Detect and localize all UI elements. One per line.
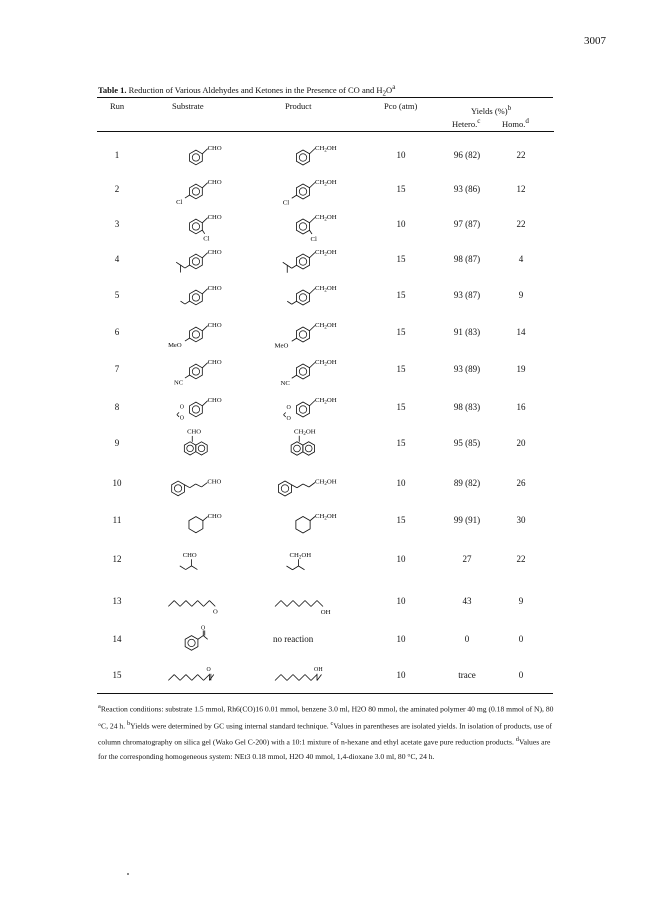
- table-label: Table 1.: [98, 84, 127, 95]
- svg-text:MeO: MeO: [168, 341, 182, 349]
- cell-homo-yield: 16: [516, 402, 526, 412]
- cell-run: 12: [112, 554, 122, 564]
- title-subscript: 2: [382, 89, 387, 98]
- svg-text:O: O: [201, 625, 206, 632]
- page-speck: [127, 873, 129, 875]
- cell-pco: 10: [396, 670, 406, 680]
- cell-hetero-yield: 98 (87): [453, 254, 481, 264]
- product-structure: [255, 424, 375, 469]
- table-row: [97, 136, 553, 173]
- svg-text:CHO: CHO: [207, 322, 222, 330]
- cell-pco: 15: [396, 515, 406, 525]
- header-homo-label: Homo.: [502, 118, 526, 129]
- footnote-a: Reaction conditions: substrate 1.5 mmol, Rh6(CO)16 0.01 mmol, benzene 3.0 ml, H2O 80 mmol, the aminated polymer 40 mg (0.18 mmol of N), 80 °C, 24 h.: [98, 704, 554, 731]
- svg-text:CHO: CHO: [207, 249, 222, 257]
- cell-hetero-yield: 99 (91): [453, 515, 481, 525]
- cell-homo-yield: 9: [518, 290, 524, 300]
- title-footnote-mark: a: [392, 83, 396, 91]
- table-row: [97, 350, 553, 387]
- svg-text:O: O: [179, 415, 185, 422]
- cell-pco: 10: [396, 219, 406, 229]
- header-yields: [471, 104, 511, 116]
- svg-text:CH2OH: $CH_2OH$: [315, 249, 337, 258]
- table-row: [97, 388, 553, 425]
- cell-pco: 15: [396, 402, 406, 412]
- cell-pco: 15: [396, 327, 406, 337]
- header-homo: [502, 117, 529, 129]
- footnote-b-mark: b: [127, 719, 131, 727]
- svg-text:O: O: [286, 404, 291, 411]
- cell-hetero-yield: 97 (87): [453, 219, 481, 229]
- cell-hetero-yield: 89 (82): [453, 478, 481, 488]
- header-pco: Pco (atm): [384, 101, 418, 111]
- svg-text:CHO: CHO: [207, 397, 222, 405]
- cell-hetero-yield: 95 (85): [453, 438, 481, 448]
- cell-pco: 15: [396, 290, 406, 300]
- table-row: [97, 205, 553, 242]
- svg-text:NC: NC: [280, 380, 290, 387]
- table-row: [97, 240, 553, 277]
- cell-run: 2: [114, 184, 120, 194]
- cell-homo-yield: 22: [516, 219, 526, 229]
- table-row: [97, 620, 553, 657]
- cell-hetero-yield: 93 (87): [453, 290, 481, 300]
- cell-pco: 10: [396, 150, 406, 160]
- svg-text:CH2OH: $CH_2OH$: [315, 359, 337, 368]
- svg-text:CH2OH: $CH_2OH$: [294, 428, 316, 437]
- cell-homo-yield: 0: [518, 670, 524, 680]
- header-yields-label: Yields (%): [471, 105, 508, 116]
- svg-text:OH: OH: [320, 609, 331, 616]
- cell-pco: 10: [396, 634, 406, 644]
- table-title: Reduction of Various Aldehydes and Ketones in the Presence of CO and H: [128, 84, 383, 95]
- svg-text:CHO: CHO: [207, 285, 222, 293]
- svg-text:CH2OH: $CH_2OH$: [315, 214, 337, 223]
- cell-homo-yield: 0: [518, 634, 524, 644]
- svg-text:CHO: CHO: [207, 179, 222, 187]
- cell-pco: 10: [396, 596, 406, 606]
- cell-homo-yield: 9: [518, 596, 524, 606]
- svg-text:CHO: CHO: [207, 478, 222, 486]
- footnote-c-mark: c: [330, 719, 334, 727]
- cell-homo-yield: 22: [516, 554, 526, 564]
- cell-run: 5: [114, 290, 120, 300]
- cell-hetero-yield: 96 (82): [453, 150, 481, 160]
- cell-run: 15: [112, 670, 122, 680]
- cell-homo-yield: 19: [516, 364, 526, 374]
- svg-text:CHO: CHO: [207, 214, 222, 222]
- svg-text:MeO: MeO: [274, 342, 289, 350]
- cell-homo-yield: 30: [516, 515, 526, 525]
- svg-text:CH2OH: $CH_2OH$: [289, 552, 312, 561]
- header-run: Run: [110, 101, 125, 111]
- cell-hetero-yield: 27: [462, 554, 472, 564]
- table-row: [97, 464, 553, 501]
- table-row: [97, 656, 553, 693]
- footnote-d: Values are for the corresponding homogeneous system: NEt3 0.18 mmol, H2O 40 mmol, 1,4-dioxane 3.0 ml, 80 °C, 24 h.: [98, 738, 551, 762]
- cell-homo-yield: 14: [516, 327, 526, 337]
- cell-run: 7: [114, 364, 120, 374]
- table-row: [97, 582, 553, 619]
- table-row: [97, 540, 553, 577]
- header-bottom-rule: [97, 131, 444, 132]
- title-end: O: [386, 84, 393, 95]
- cell-hetero-yield: 0: [464, 634, 470, 644]
- cell-run: 10: [112, 478, 122, 488]
- svg-text:CH2OH: $CH_2OH$: [315, 397, 337, 406]
- svg-text:OH: OH: [314, 666, 323, 673]
- svg-text:O: O: [286, 416, 291, 422]
- table-row: [97, 170, 553, 207]
- cell-pco: 10: [396, 554, 406, 564]
- cell-hetero-yield: 43: [462, 596, 472, 606]
- product-structure: [245, 656, 365, 701]
- cell-homo-yield: 22: [516, 150, 526, 160]
- cell-pco: 15: [396, 184, 406, 194]
- cell-homo-yield: 4: [518, 254, 524, 264]
- svg-text:CH2OH: $CH_2OH$: [315, 322, 337, 331]
- product-no-reaction: no reaction: [273, 634, 314, 644]
- svg-text:O: O: [213, 608, 218, 616]
- table-row: [97, 501, 553, 538]
- svg-text:CHO: CHO: [207, 359, 222, 367]
- cell-hetero-yield: 93 (89): [453, 364, 481, 374]
- cell-pco: 15: [396, 438, 406, 448]
- cell-hetero-yield: 93 (86): [453, 184, 481, 194]
- svg-text:NC: NC: [173, 379, 184, 387]
- footnote-a-mark: a: [98, 703, 101, 710]
- table-bottom-rule: [97, 693, 553, 694]
- svg-text:Cl: Cl: [176, 198, 183, 206]
- svg-text:Cl: Cl: [203, 235, 210, 243]
- product-structure: [255, 540, 375, 585]
- svg-text:CH2OH: $CH_2OH$: [315, 145, 337, 154]
- substrate-structure: [139, 656, 249, 701]
- cell-homo-yield: 20: [516, 438, 526, 448]
- svg-text:CHO: CHO: [182, 552, 197, 560]
- cell-run: 3: [114, 219, 120, 229]
- page-number: 3007: [584, 35, 606, 47]
- cell-pco: 15: [396, 364, 406, 374]
- header-hetero-label: Hetero.: [452, 118, 478, 129]
- cell-run: 4: [114, 254, 120, 264]
- substrate-structure: [149, 540, 259, 585]
- cell-run: 11: [112, 515, 122, 525]
- table-top-rule: [97, 97, 553, 98]
- svg-text:CHO: CHO: [207, 513, 222, 521]
- svg-text:CH2OH: $CH_2OH$: [315, 285, 337, 294]
- cell-pco: 10: [396, 478, 406, 488]
- cell-hetero-yield: 98 (83): [453, 402, 481, 412]
- footnote-b: Yields were determined by GC using internal standard technique.: [130, 721, 329, 731]
- yields-subrule: [444, 131, 554, 132]
- svg-text:CH2OH: $CH_2OH$: [315, 513, 337, 522]
- table-caption: [98, 83, 395, 98]
- svg-text:CHO: CHO: [187, 428, 202, 436]
- header-hetero-mark: c: [477, 117, 481, 125]
- cell-run: 1: [114, 150, 120, 160]
- svg-text:O: O: [206, 666, 211, 673]
- header-hetero: [452, 117, 480, 129]
- footnote-c: Values in parentheses are isolated yields. In isolation of products, use of column chromatography on silica gel (Wako Gel C-200) with a 10:1 mixture of n-hexane and ethyl acetate gave pure reduction products.: [98, 721, 553, 747]
- header-product: Product: [285, 101, 312, 111]
- svg-text:Cl: Cl: [310, 235, 317, 243]
- cell-run: 9: [114, 438, 120, 448]
- cell-homo-yield: 12: [516, 184, 526, 194]
- footnote-d-mark: d: [515, 736, 519, 744]
- table-row: [97, 424, 553, 461]
- svg-text:CH2OH: $CH_2OH$: [315, 179, 337, 188]
- substrate-structure: [149, 424, 259, 469]
- svg-text:CH2OH: $CH_2OH$: [315, 478, 337, 487]
- svg-text:CHO: CHO: [207, 145, 222, 153]
- table-row: [97, 276, 553, 313]
- cell-hetero-yield: trace: [458, 670, 476, 680]
- cell-run: 6: [114, 327, 120, 337]
- table-row: [97, 313, 553, 350]
- header-homo-mark: d: [525, 117, 529, 125]
- header-yields-mark: b: [507, 104, 512, 112]
- svg-text:O: O: [179, 404, 185, 411]
- cell-run: 13: [112, 596, 122, 606]
- cell-hetero-yield: 91 (83): [453, 327, 481, 337]
- cell-homo-yield: 26: [516, 478, 526, 488]
- cell-run: 8: [114, 402, 120, 412]
- header-substrate: Substrate: [172, 101, 204, 111]
- table-footnotes: [98, 700, 558, 764]
- svg-text:Cl: Cl: [282, 199, 290, 207]
- cell-run: 14: [112, 634, 122, 644]
- cell-pco: 15: [396, 254, 406, 264]
